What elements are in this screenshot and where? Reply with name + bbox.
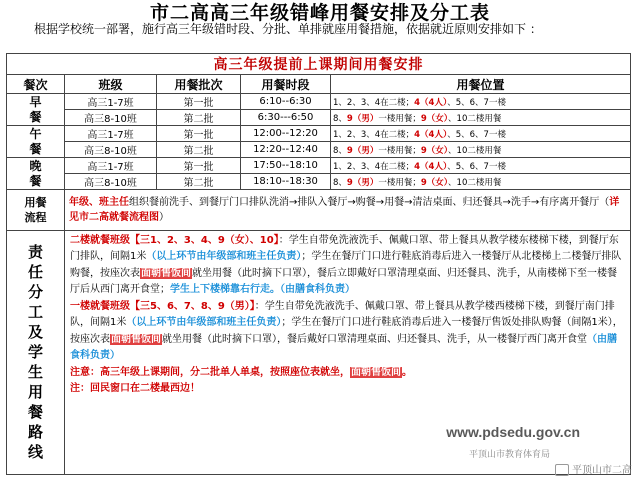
cell-seat: 8、9（男）一楼用餐；9（女）、10二楼用餐: [331, 174, 631, 190]
meal-lunch: 午餐: [7, 126, 65, 158]
cell-batch: 第二批: [157, 142, 241, 158]
flow-label: 用餐流程: [7, 190, 65, 231]
header-meal: 餐次: [7, 75, 65, 94]
cell-time: 6:30---6:50: [241, 110, 331, 126]
cell-seat: 8、9（男）一楼用餐；9（女）、10二楼用餐: [331, 110, 631, 126]
schedule-table: [6, 53, 631, 475]
cell-seat: 8、9（男）一楼用餐；9（女）、10二楼用餐: [331, 142, 631, 158]
wechat-icon: [555, 464, 569, 476]
intro-paragraph: 根据学校统一部署，施行高三年级错时段、分批、单排就座用餐措施，依据就近原则安排如下 ：: [34, 22, 542, 36]
flow-text: 年级、班主任组织餐前洗手、到餐厅门口排队洗消→排队入餐厅→购餐→用餐→清洁桌面、归还餐具→洗手→有序离开餐厅（详见市二高就餐流程图）: [65, 190, 631, 231]
header-time: 用餐时段: [241, 75, 331, 94]
header-batch: 用餐批次: [157, 75, 241, 94]
cell-time: 18:10--18:30: [241, 174, 331, 190]
cell-seat: 1、2、3、4在二楼；4（4人）、5、6、7一楼: [331, 94, 631, 110]
cell-class: 高三1-7班: [65, 94, 157, 110]
cell-batch: 第二批: [157, 174, 241, 190]
cell-time: 12:00--12:20: [241, 126, 331, 142]
meal-breakfast: 早餐: [7, 94, 65, 126]
cell-class: 高三1-7班: [65, 158, 157, 174]
cell-class: 高三8-10班: [65, 142, 157, 158]
cell-seat: 1、2、3、4在二楼；4（4人）、5、6、7一楼: [331, 126, 631, 142]
cell-batch: 第一批: [157, 94, 241, 110]
cell-batch: 第一批: [157, 158, 241, 174]
responsibility-text: 二楼就餐班级【三1、2、3、4、9（女）、10】：学生自带免洗液洗手、佩戴口罩、带上餐具从教学楼东楼梯下楼，到餐厅东门排队，间隔1米（以上环节由年级部和班主任负责）；学生在餐厅门口进行鞋底消毒后进入一楼餐厅从北楼梯上二楼餐厅排队购餐，按座次表面朝售饭间就坐用餐（此时摘下口罩），餐后立即戴好口罩清理桌面、归还餐具、洗手，从南楼梯下至一楼餐厅后从西门离开食堂；学生上下楼梯靠右行走。（由膳食科负责） 一楼就餐班级【三5、6、7、8、9（男）】：学生自带免洗液洗手、佩戴口罩、带上餐具从教学楼西楼梯下楼，到餐厅南门排队，间隔1米（以上环节由年级部和班主任负责）；学生在餐厅门口进行鞋底消毒后进入一楼餐厅售饭处排队购餐（间隔1米），按座次表面朝售饭间就坐用餐（此时摘下口罩），餐后戴好口罩清理桌面、归还餐具、洗手，从一楼餐厅西门离开食堂（由膳食科负责） 注意：高三年级上课期间，分二批单人单桌，按照座位表就坐，面朝售饭间。 注：回民窗口在二楼最西边！: [65, 230, 631, 474]
responsibility-label: 责任分工及学生用餐路线: [7, 230, 65, 474]
page-title: 市二高高三年级错峰用餐安排及分工表: [149, 2, 490, 24]
cell-batch: 第二批: [157, 110, 241, 126]
cell-time: 17:50--18:10: [241, 158, 331, 174]
cell-seat: 1、2、3、4在二楼；4（4人）、5、6、7一楼: [331, 158, 631, 174]
cell-class: 高三1-7班: [65, 126, 157, 142]
watermark-site: www.pdsedu.gov.cn: [446, 424, 580, 440]
table-banner: 高三年级提前上课期间用餐安排: [7, 54, 631, 75]
header-seat: 用餐位置: [331, 75, 631, 94]
meal-dinner: 晚餐: [7, 158, 65, 190]
cell-class: 高三8-10班: [65, 174, 157, 190]
watermark-office: 平顶山市教育体育局: [468, 450, 550, 460]
cell-class: 高三8-10班: [65, 110, 157, 126]
cell-time: 6:10--6:30: [241, 94, 331, 110]
cell-time: 12:20--12:40: [241, 142, 331, 158]
header-class: 班级: [65, 75, 157, 94]
cell-batch: 第一批: [157, 126, 241, 142]
watermark-account: 平顶山市二高: [555, 461, 632, 476]
